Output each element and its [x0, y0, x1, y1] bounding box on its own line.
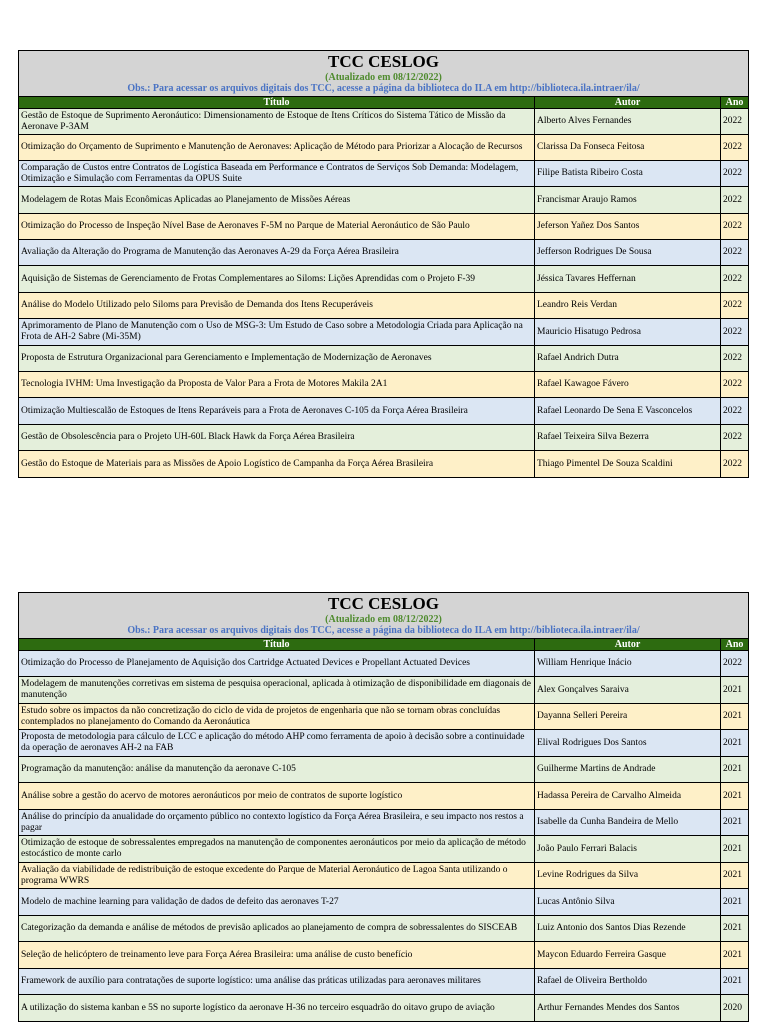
cell-author: Lucas Antônio Silva [535, 889, 721, 916]
cell-year: 2022 [721, 319, 749, 346]
table-row [19, 730, 749, 757]
column-header-title: Título [19, 639, 535, 651]
cell-year: 2021 [721, 969, 749, 995]
table-row [19, 863, 749, 889]
cell-year: 2021 [721, 836, 749, 863]
cell-author: Arthur Fernandes Mendes dos Santos [535, 995, 721, 1022]
table-1-header [19, 51, 749, 97]
table-row [19, 135, 749, 161]
cell-title: Otimização do Orçamento de Suprimento e Manutenção de Aeronaves: Aplicação de Método para Priorizar a Alocação de Recursos [19, 135, 535, 161]
table-row [19, 425, 749, 451]
cell-title: Análise do Modelo Utilizado pelo Siloms para Previsão de Demanda dos Itens Recuperáveis [19, 293, 535, 319]
table-row [19, 757, 749, 783]
table-row [19, 942, 749, 969]
cell-title: Comparação de Custos entre Contratos de Logística Baseada em Performance e Contratos de Serviços Sob Demanda: Modelagem, Otimização e Simulação com Ferramentas da OPUS Suite [19, 161, 535, 187]
cell-year: 2021 [721, 863, 749, 889]
cell-title: Otimização do Processo de Planejamento de Aquisição dos Cartridge Actuated Devices e Propellant Actuated Devices [19, 651, 535, 677]
cell-year: 2022 [721, 109, 749, 135]
table-1-container [18, 50, 748, 478]
cell-title: Framework de auxílio para contratações de suporte logístico: uma análise das práticas utilizadas para aeronaves militares [19, 969, 535, 995]
cell-author: Francismar Araujo Ramos [535, 187, 721, 214]
table-row [19, 704, 749, 730]
table-row [19, 161, 749, 187]
cell-author: João Paulo Ferrari Balacis [535, 836, 721, 863]
cell-year: 2021 [721, 810, 749, 836]
cell-author: Guilherme Martins de Andrade [535, 757, 721, 783]
cell-year: 2022 [721, 398, 749, 425]
page-title: TCC CESLOG [328, 594, 439, 613]
column-header-title: Título [19, 97, 535, 109]
table-2-header [19, 593, 749, 639]
column-header-author: Autor [535, 639, 721, 651]
table-row [19, 995, 749, 1022]
cell-author: Jeferson Yañez Dos Santos [535, 214, 721, 240]
cell-year: 2021 [721, 704, 749, 730]
cell-year: 2022 [721, 214, 749, 240]
table-row [19, 214, 749, 240]
table-row [19, 109, 749, 135]
cell-year: 2021 [721, 730, 749, 757]
cell-author: Jefferson Rodrigues De Sousa [535, 240, 721, 266]
library-note: Obs.: Para acessar os arquivos digitais dos TCC, acesse a página da biblioteca do ILA em http://biblioteca.ila.intraer/ila/ [127, 625, 640, 636]
cell-year: 2022 [721, 372, 749, 398]
table-row [19, 372, 749, 398]
cell-title: Estudo sobre os impactos da não concretização do ciclo de vida de projetos de engenharia que não se tornam obras concluídas contemplados no planejamento do Comando da Aeronáutica [19, 704, 535, 730]
cell-year: 2020 [721, 995, 749, 1022]
cell-author: Jéssica Tavares Heffernan [535, 266, 721, 293]
tcc-table-1 [18, 50, 749, 478]
updated-date: (Atualizado em 08/12/2022) [325, 72, 442, 83]
cell-author: Hadassa Pereira de Carvalho Almeida [535, 783, 721, 810]
cell-title: Proposta de Estrutura Organizacional para Gerenciamento e Implementação de Modernização de Aeronaves [19, 346, 535, 372]
cell-author: Luiz Antonio dos Santos Dias Rezende [535, 916, 721, 942]
cell-title: Análise do princípio da anualidade do orçamento público no contexto logístico da Força Aérea Brasileira, e seu impacto nos restos a pagar [19, 810, 535, 836]
table-row [19, 266, 749, 293]
cell-year: 2022 [721, 293, 749, 319]
cell-title: Avaliação da Alteração do Programa de Manutenção das Aeronaves A-29 da Força Aérea Brasileira [19, 240, 535, 266]
cell-year: 2022 [721, 240, 749, 266]
cell-author: Rafael Andrich Dutra [535, 346, 721, 372]
cell-year: 2022 [721, 346, 749, 372]
cell-title: Gestão de Estoque de Suprimento Aeronáutico: Dimensionamento de Estoque de Itens Críticos do Sistema Tático de Missão da Aeronave P-3AM [19, 109, 535, 135]
cell-title: Programação da manutenção: análise da manutenção da aeronave C-105 [19, 757, 535, 783]
cell-title: Modelagem de manutenções corretivas em sistema de pesquisa operacional, aplicada à otimização de disponibilidade em diagonais de manutenção [19, 677, 535, 704]
table-row [19, 889, 749, 916]
cell-title: Tecnologia IVHM: Uma Investigação da Proposta de Valor Para a Frota de Motores Makila 2A1 [19, 372, 535, 398]
cell-title: Gestão do Estoque de Materiais para as Missões de Apoio Logístico de Campanha da Força Aérea Brasileira [19, 451, 535, 478]
cell-title: Seleção de helicóptero de treinamento leve para Força Aérea Brasileira: uma análise de custo benefício [19, 942, 535, 969]
cell-title: Gestão de Obsolescência para o Projeto UH-60L Black Hawk da Força Aérea Brasileira [19, 425, 535, 451]
table-1-body [19, 109, 749, 478]
table-row [19, 836, 749, 863]
cell-title: Proposta de metodologia para cálculo de LCC e aplicação do método AHP como ferramenta de apoio à decisão sobre a continuidade da operação de aeronaves AH-2 na FAB [19, 730, 535, 757]
cell-year: 2022 [721, 451, 749, 478]
cell-author: Clarissa Da Fonseca Feitosa [535, 135, 721, 161]
table-row [19, 916, 749, 942]
cell-title: Otimização do Processo de Inspeção Nível Base de Aeronaves F-5M no Parque de Material Aeronáutico de São Paulo [19, 214, 535, 240]
library-note: Obs.: Para acessar os arquivos digitais dos TCC, acesse a página da biblioteca do ILA em http://biblioteca.ila.intraer/ila/ [127, 83, 640, 94]
cell-author: Maycon Eduardo Ferreira Gasque [535, 942, 721, 969]
table-row [19, 677, 749, 704]
cell-author: Alex Gonçalves Saraiva [535, 677, 721, 704]
cell-year: 2021 [721, 783, 749, 810]
cell-title: Modelagem de Rotas Mais Econômicas Aplicadas ao Planejamento de Missões Aéreas [19, 187, 535, 214]
cell-title: Aquisição de Sistemas de Gerenciamento de Frotas Complementares ao Siloms: Lições Aprendidas com o Projeto F-39 [19, 266, 535, 293]
cell-year: 2021 [721, 757, 749, 783]
cell-author: William Henrique Inácio [535, 651, 721, 677]
cell-title: Análise sobre a gestão do acervo de motores aeronáuticos por meio de contratos de suporte logístico [19, 783, 535, 810]
cell-year: 2022 [721, 266, 749, 293]
table-2-body [19, 651, 749, 1022]
cell-author: Rafael Leonardo De Sena E Vasconcelos [535, 398, 721, 425]
page-title: TCC CESLOG [328, 52, 439, 71]
cell-year: 2022 [721, 651, 749, 677]
cell-year: 2021 [721, 916, 749, 942]
cell-year: 2022 [721, 135, 749, 161]
cell-author: Filipe Batista Ribeiro Costa [535, 161, 721, 187]
table-row [19, 451, 749, 478]
table-row [19, 240, 749, 266]
table-row [19, 293, 749, 319]
cell-author: Rafael de Oliveira Bertholdo [535, 969, 721, 995]
table-row [19, 398, 749, 425]
table-row [19, 187, 749, 214]
cell-title: Avaliação da viabilidade de redistribuição de estoque excedente do Parque de Material Aeronáutico de Lagoa Santa utilizando o programa WWRS [19, 863, 535, 889]
cell-year: 2021 [721, 677, 749, 704]
cell-year: 2022 [721, 161, 749, 187]
cell-title: Otimização Multiescalão de Estoques de Itens Reparáveis para a Frota de Aeronaves C-105 da Força Aérea Brasileira [19, 398, 535, 425]
table-2-container [18, 592, 748, 1022]
cell-author: Rafael Kawagoe Fávero [535, 372, 721, 398]
cell-author: Levine Rodrigues da Silva [535, 863, 721, 889]
column-header-author: Autor [535, 97, 721, 109]
cell-author: Dayanna Selleri Pereira [535, 704, 721, 730]
cell-year: 2022 [721, 425, 749, 451]
cell-title: A utilização do sistema kanban e 5S no suporte logístico da aeronave H-36 no terceiro esquadrão do oitavo grupo de aviação [19, 995, 535, 1022]
cell-author: Thiago Pimentel De Souza Scaldini [535, 451, 721, 478]
column-header-year: Ano [721, 97, 749, 109]
updated-date: (Atualizado em 08/12/2022) [325, 614, 442, 625]
cell-author: Elival Rodrigues Dos Santos [535, 730, 721, 757]
tcc-table-2 [18, 592, 749, 1022]
cell-title: Modelo de machine learning para validação de dados de defeito das aeronaves T-27 [19, 889, 535, 916]
cell-author: Isabelle da Cunha Bandeira de Mello [535, 810, 721, 836]
cell-title: Otimização de estoque de sobressalentes empregados na manutenção de componentes aeronáuticos por meio da aplicação de método estocástico de monte carlo [19, 836, 535, 863]
cell-author: Alberto Alves Fernandes [535, 109, 721, 135]
table-row [19, 651, 749, 677]
table-row [19, 783, 749, 810]
table-row [19, 319, 749, 346]
column-header-year: Ano [721, 639, 749, 651]
table-row [19, 810, 749, 836]
cell-author: Mauricio Hisatugo Pedrosa [535, 319, 721, 346]
cell-title: Categorização da demanda e análise de métodos de previsão aplicados ao planejamento de compra de sobressalentes do SISCEAB [19, 916, 535, 942]
cell-title: Aprimoramento de Plano de Manutenção com o Uso de MSG-3: Um Estudo de Caso sobre a Metodologia Criada para Aplicação na Frota de AH-2 Sabre (Mi-35M) [19, 319, 535, 346]
cell-year: 2021 [721, 942, 749, 969]
table-row [19, 969, 749, 995]
cell-author: Leandro Reis Verdan [535, 293, 721, 319]
cell-author: Rafael Teixeira Silva Bezerra [535, 425, 721, 451]
cell-year: 2022 [721, 187, 749, 214]
cell-year: 2021 [721, 889, 749, 916]
table-row [19, 346, 749, 372]
